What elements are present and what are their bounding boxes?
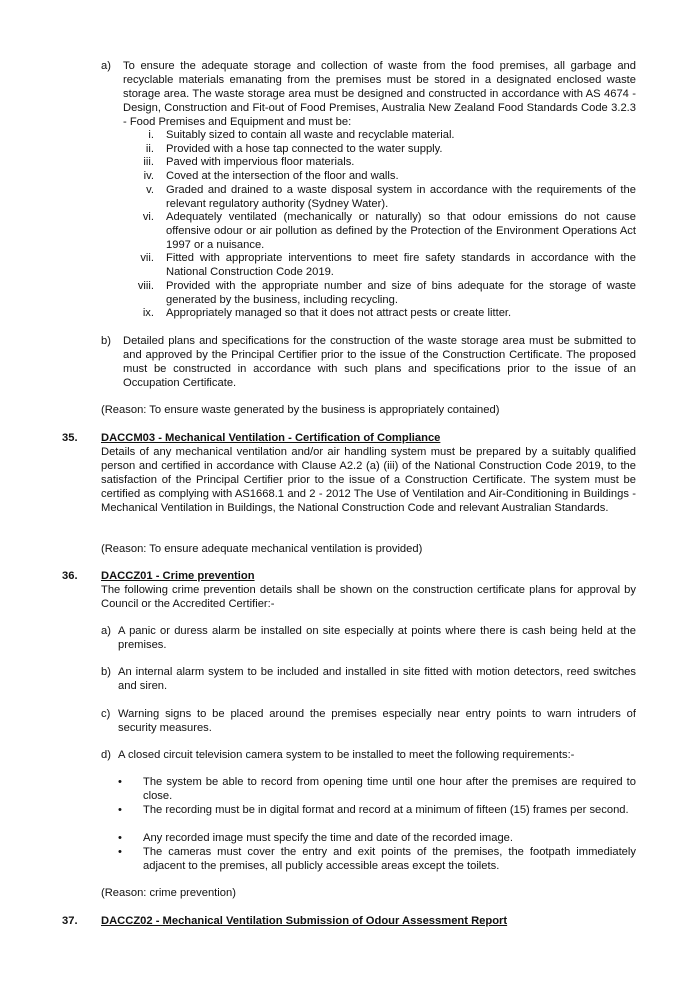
bullet-icon: • [118, 804, 122, 816]
subitem-text: Coved at the intersection of the floor and walls. [166, 170, 399, 182]
bullet-text: Any recorded image must specify the time and date of the recorded image. [143, 832, 514, 844]
subitem-text: Appropriately managed so that it does not attract pests or create litter. [166, 307, 512, 319]
subitem-number: iii. [143, 156, 154, 168]
bullet-text: The cameras must cover the entry and exit points of the premises, the footpath immediately adjacent to the premises, all publicly accessible areas except the toilets. [143, 846, 636, 872]
subitem-text: Paved with impervious floor materials. [166, 156, 355, 168]
subitem-text: Provided with the appropriate number and size of bins adequate for the storage of waste generated by the business, including recycling. [166, 280, 636, 306]
item-a-label: a) [101, 60, 111, 72]
item-label: a) [101, 625, 111, 637]
subitem-number: viii. [137, 280, 154, 292]
subitem-text: Provided with a hose tap connected to the water supply. [166, 143, 443, 155]
reason-text: (Reason: crime prevention) [101, 887, 236, 899]
condition-heading: DACCM03 - Mechanical Ventilation - Certification of Compliance [101, 432, 441, 444]
condition-number: 35. [62, 432, 78, 444]
condition-number: 36. [62, 570, 78, 582]
subitem-number: v. [146, 184, 154, 196]
subitem-number: ix. [142, 307, 154, 319]
item-b-text: Detailed plans and specifications for the construction of the waste storage area must be submitted to and approved by the Principal Certifier prior to the issue of the Construction Certificate. The proposed must be constructed in accordance with such plans and specifications prior to the issue of an Occupation Certificate. [123, 335, 636, 389]
item-a-text: To ensure the adequate storage and collection of waste from the food premises, all garbage and recyclable materials emanating from the premises must be stored in a designated enclosed waste storage area. The waste storage area must be designed and constructed in accordance with AS 4674 - Design, Construction and Fit-out of Food Premises, Australia New Zealand Food Standards Code 3.2.3 - Food Premises and Equipment and must be: [123, 60, 636, 128]
item-label: c) [101, 708, 111, 720]
item-label: b) [101, 666, 111, 678]
item-text: An internal alarm system to be included and installed in site fitted with motion detectors, reed switches and siren. [118, 666, 636, 692]
subitem-text: Suitably sized to contain all waste and recyclable material. [166, 129, 455, 141]
bullet-icon: • [118, 832, 122, 844]
reason-text: (Reason: To ensure adequate mechanical ventilation is provided) [101, 543, 423, 555]
bullet-icon: • [118, 846, 122, 858]
condition-heading: DACCZ02 - Mechanical Ventilation Submission of Odour Assessment Report [101, 915, 508, 927]
item-text: Warning signs to be placed around the premises especially near entry points to warn intruders of security measures. [118, 708, 636, 734]
bullet-text: The recording must be in digital format and record at a minimum of fifteen (15) frames per second. [143, 804, 629, 816]
subitem-text: Graded and drained to a waste disposal system in accordance with the requirements of the relevant regulatory authority (Sydney Water). [166, 184, 636, 210]
subitem-text: Fitted with appropriate interventions to meet fire safety standards in accordance with the National Construction Code 2019. [166, 252, 636, 278]
subitem-number: vi. [142, 211, 154, 223]
condition-heading: DACCZ01 - Crime prevention [101, 570, 255, 582]
subitem-number: i. [148, 129, 154, 141]
subitem-text: Adequately ventilated (mechanically or naturally) so that odour emissions do not cause offensive odour or air pollution as defined by the Protection of the Environment Operations Act 1997 or a nuisance. [166, 211, 636, 251]
subitem-number: iv. [143, 170, 154, 182]
condition-intro: The following crime prevention details shall be shown on the construction certificate plans for approval by Council or the Accredited Certifier:- [101, 584, 636, 610]
condition-body: Details of any mechanical ventilation and/or air handling system must be prepared by a suitably qualified person and certified in accordance with Clause A2.2 (a) (iii) of the National Construction Code 2019, to the satisfaction of the Principal Certifier prior to the issue of a Construction Certificate. The system must be certified as complying with AS1668.1 and 2 - 2012 The Use of Ventilation and Air-Conditioning in Buildings - Mechanical Ventilation in Buildings, the National Construction Code and relevant Australian Standards. [101, 446, 636, 514]
item-b-label: b) [101, 335, 111, 347]
item-text: A panic or duress alarm be installed on site especially at points where there is cash being held at the premises. [118, 625, 636, 651]
bullet-icon: • [118, 776, 122, 788]
item-text: A closed circuit television camera system to be installed to meet the following requirements:- [118, 749, 575, 761]
subitem-number: vii. [140, 252, 154, 264]
item-label: d) [101, 749, 111, 761]
subitem-number: ii. [145, 143, 154, 155]
condition-number: 37. [62, 915, 78, 927]
bullet-text: The system be able to record from opening time until one hour after the premises are required to close. [143, 776, 636, 802]
reason-text: (Reason: To ensure waste generated by the business is appropriately contained) [101, 404, 500, 416]
